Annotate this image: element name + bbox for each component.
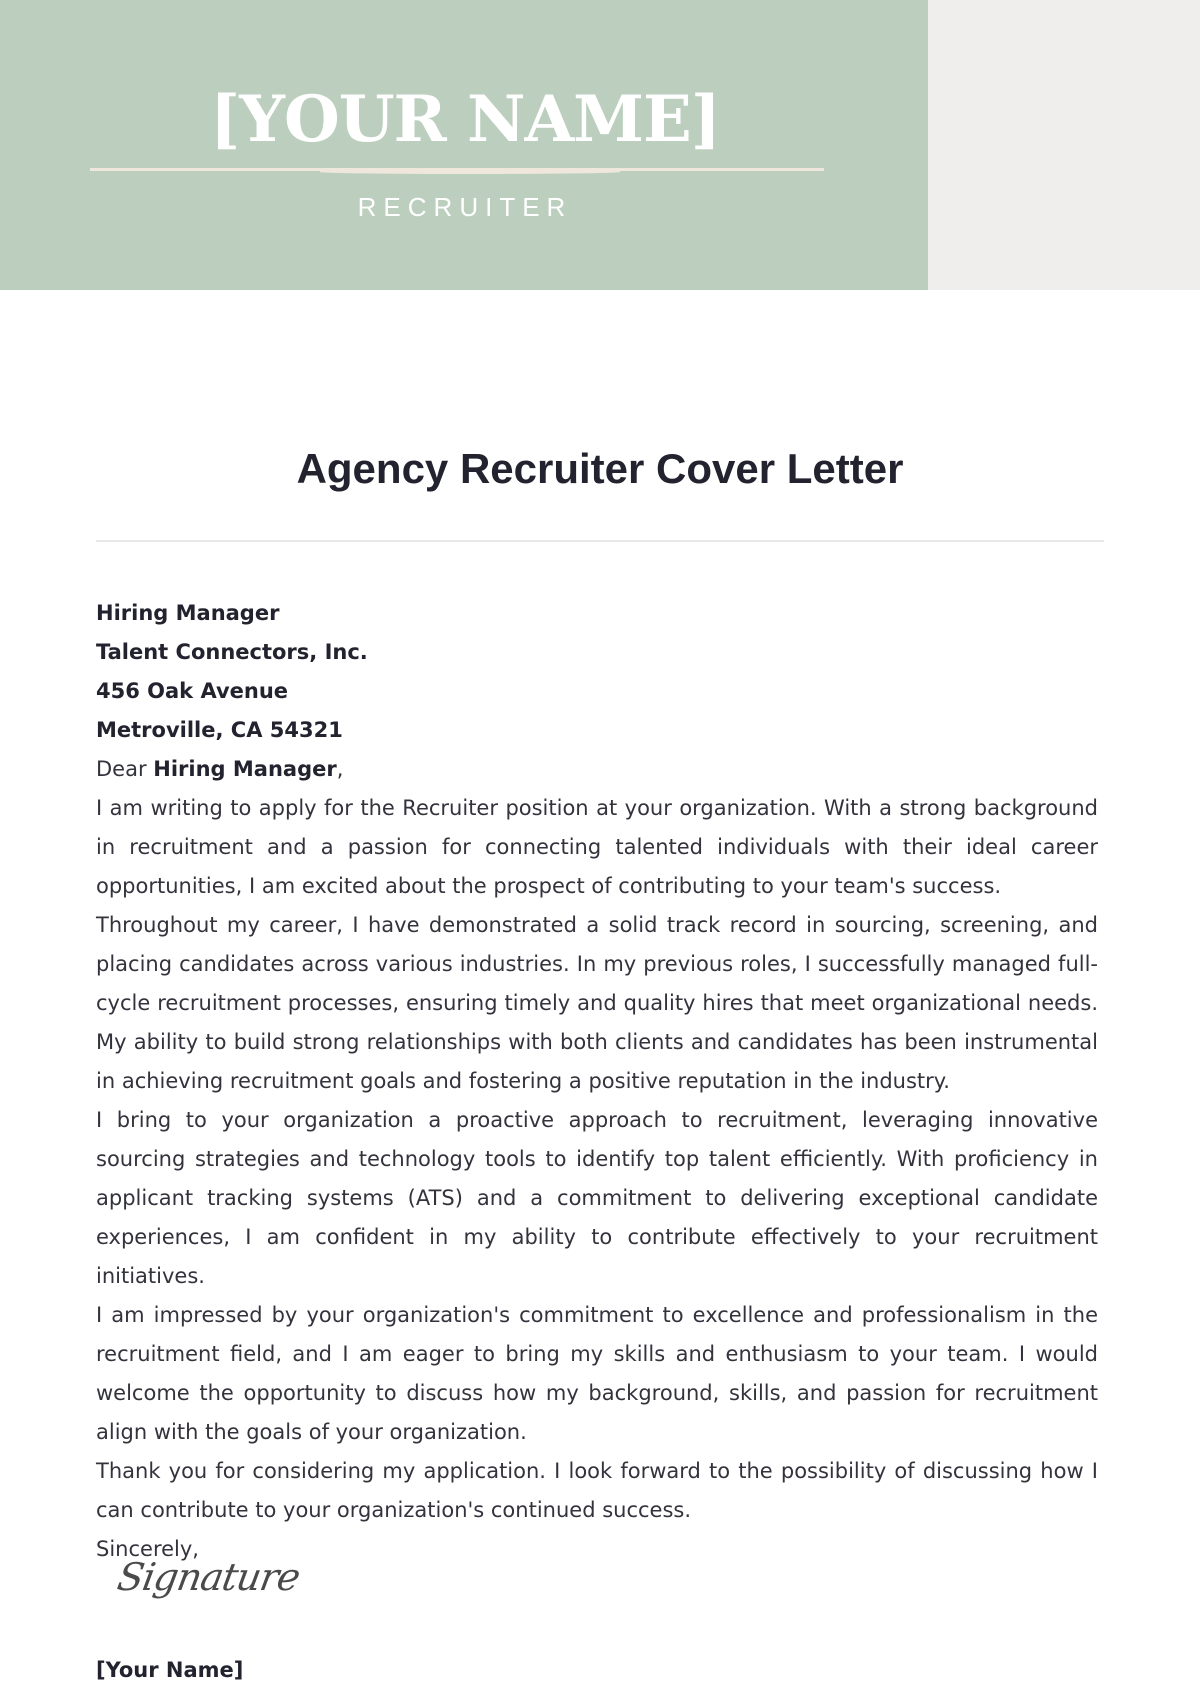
- greeting-suffix: ,: [336, 757, 344, 781]
- paragraph-2: Throughout my career, I have demonstrated a solid track record in sourcing, screening, and placing candidates across various industries. In my previous roles, I successfully managed full-cycle recruitment processes, ensuring timely and quality hires that meet organizational needs. My ability to build strong relationships with both clients and candidates has been instrumental in achieving recruitment goals and fostering a positive reputation in the industry.: [96, 913, 1098, 1093]
- sender-name: [Your Name]: [96, 1658, 244, 1682]
- header-side-panel: [928, 0, 1200, 290]
- paragraph-3: I bring to your organization a proactive approach to recruitment, leveraging innovative sourcing strategies and technology tools to identify top talent efficiently. With proficiency in applicant tracking systems (ATS) and a commitment to delivering exceptional candidate experiences, I am confident in my ability to contribute effectively to your recruitment initiatives.: [96, 1108, 1098, 1288]
- document-title: Agency Recruiter Cover Letter: [296, 445, 904, 492]
- paragraph-4: I am impressed by your organization's commitment to excellence and professionalism in the recruitment field, and I am eager to bring my skills and enthusiasm to your team. I would welcome the opportunity to discuss how my background, skills, and passion for recruitment align with the goals of your organization.: [96, 1303, 1098, 1444]
- applicant-role: RECRUITER: [357, 192, 573, 222]
- name-divider-accent: [320, 170, 620, 174]
- applicant-name: [YOUR NAME]: [209, 82, 721, 157]
- recipient-company: Talent Connectors, Inc.: [96, 640, 368, 664]
- paragraph-1: I am writing to apply for the Recruiter position at your organization. With a strong background in recruitment and a passion for connecting talented individuals with their ideal career opportunities, I am excited about the prospect of contributing to your team's success.: [96, 796, 1098, 898]
- recipient-name: Hiring Manager: [96, 601, 280, 625]
- greeting: [96, 750, 1098, 789]
- greeting-prefix: Dear: [96, 757, 154, 781]
- letter-body: [96, 594, 1098, 1569]
- closing: Sincerely,: [96, 1537, 199, 1561]
- signature: Signature: [114, 1555, 303, 1599]
- paragraph-5: Thank you for considering my application. I look forward to the possibility of discussing how I can contribute to your organization's continued success.: [96, 1459, 1098, 1522]
- greeting-name: Hiring Manager: [153, 757, 337, 781]
- recipient-street: 456 Oak Avenue: [96, 679, 289, 703]
- recipient-city: Metroville, CA 54321: [96, 718, 343, 742]
- title-divider: [96, 540, 1104, 542]
